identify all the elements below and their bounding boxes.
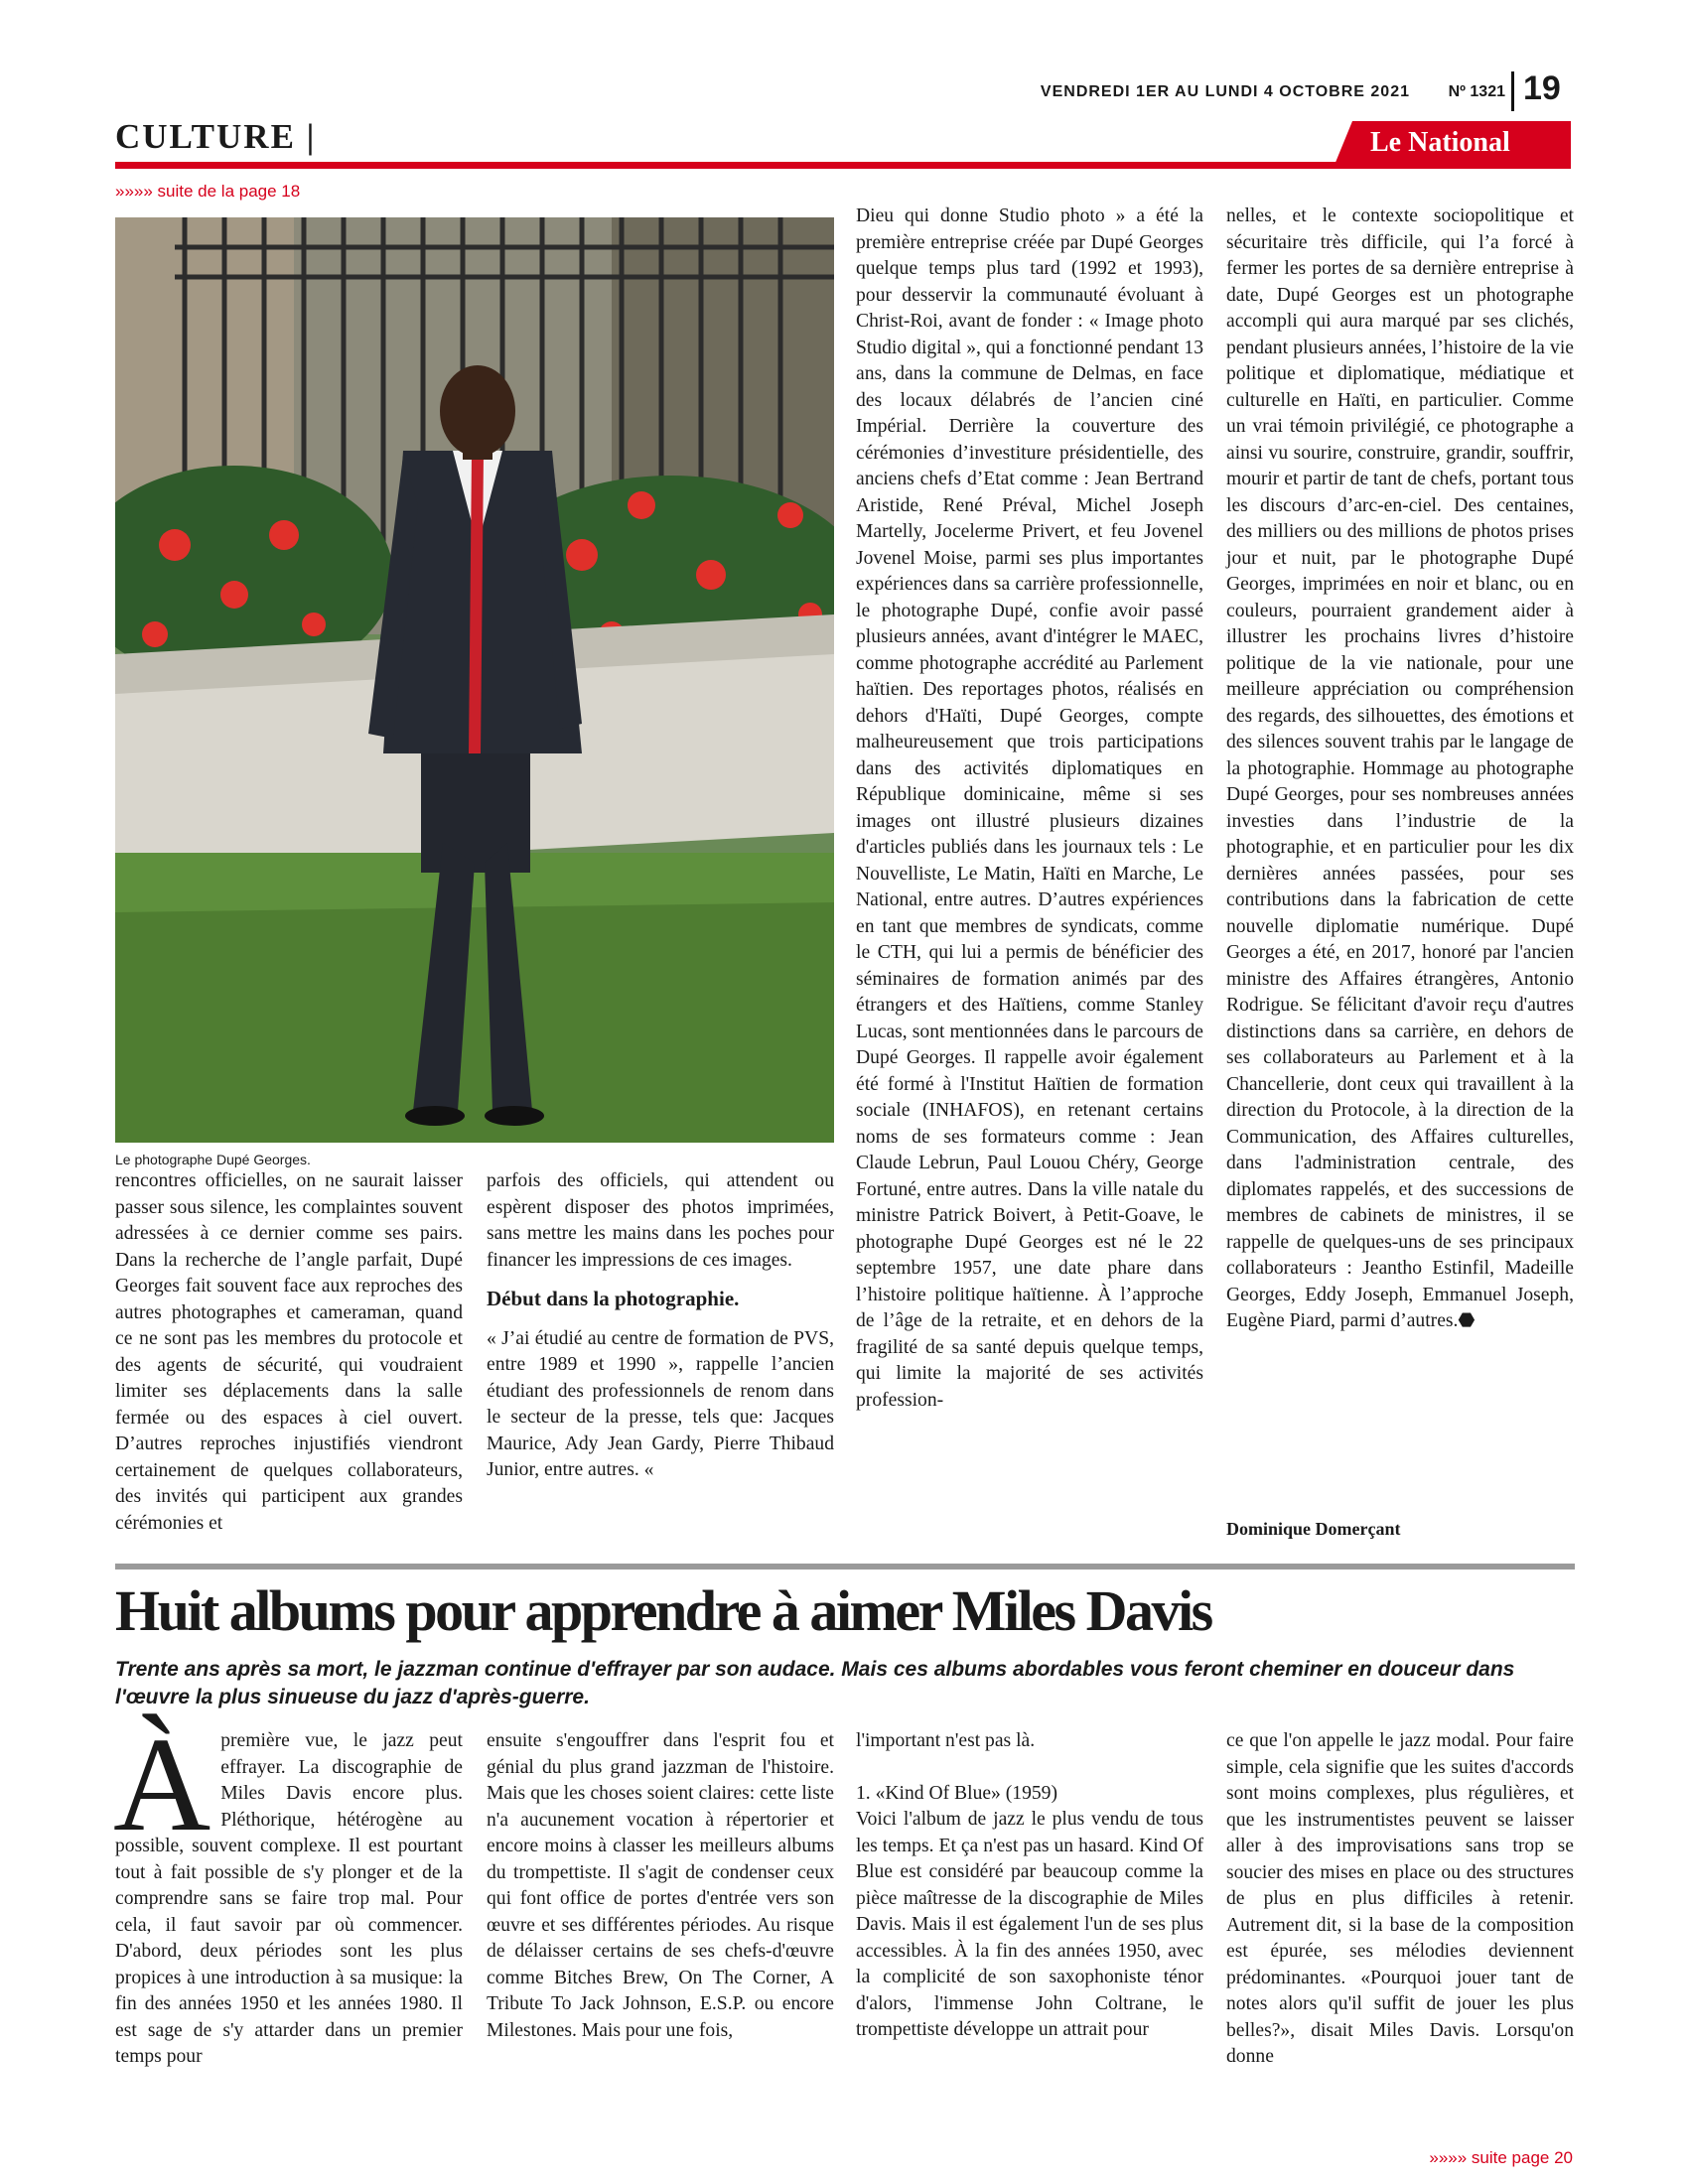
continued-from: »»»» suite de la page 18 bbox=[115, 182, 301, 201]
end-mark: ⬣ bbox=[1458, 1310, 1476, 1331]
article1-column-4 bbox=[1226, 204, 1574, 1335]
photo-illustration bbox=[115, 217, 834, 1143]
article2-text: première vue, le jazz peut effrayer. La discographie de Miles Davis encore plus. Pléthorique, hétérogène au possible, souvent complexe. Il est pourtant tout à fait possible de s'y plonger et de la comprendre sans se faire trop mal. Pour cela, il faut savoir par où commencer. D'abord, deux périodes sont les plus propices à une introduction à sa musique: la fin des années 1950 et les années 1980. Il est sage de s'y attarder dans un premier temps pour bbox=[115, 1730, 463, 2067]
photo-dupe-georges bbox=[115, 217, 834, 1143]
article1-text: « J’ai étudié au centre de formation de PVS, entre 1989 et 1990 », rappelle l’ancien étudiant des professionnels de renom dans le secteur de la presse, tels que: Jacques Maurice, Ady Jean Gardy, Pierre Thibaud Junior, entre autres. « bbox=[487, 1327, 834, 1480]
article2-text: Voici l'album de jazz le plus vendu de tous les temps. Et ça n'est pas un hasard. Kind Of Blue est considéré par beaucoup comme la pièce maîtresse de la discographie de Miles Davis. Mais il est également l'un de ses plus accessibles. À la fin des années 1950, avec la complicité de son saxophoniste ténor d'alors, l'immense John Coltrane, le trompettiste développe un attrait pour bbox=[856, 1809, 1203, 2040]
page-number: 19 bbox=[1523, 69, 1561, 107]
article2-column-2 bbox=[487, 1728, 834, 2044]
continued-to: »»»» suite page 20 bbox=[1429, 2148, 1573, 2167]
section-title: CULTURE | bbox=[115, 117, 317, 156]
issue-number: Nº 1321 bbox=[1448, 83, 1505, 100]
article1-text: rencontres officielles, on ne saurait laisser passer sous silence, les complaintes souvent adressées à ce dernier comme ses pairs. Dans la recherche de l’angle parfait, Dupé Georges fait souvent face aux reproches des autres photographes et cameraman, quand ce ne sont pas les membres du protocole et des agents de sécurité, qui voudraient limiter ses déplacements dans la salle fermée ou des espaces à ciel ouvert. D’autres reproches injustifiés viendront certainement de quelques collaborateurs, des invités qui participent aux grandes cérémonies et bbox=[115, 1170, 463, 1534]
article2-column-1 bbox=[113, 1710, 463, 2071]
article1-column-1 bbox=[115, 1168, 463, 1537]
brand-name: Le National bbox=[1370, 127, 1510, 158]
article1-column-3 bbox=[856, 204, 1203, 1414]
photo-caption: Le photographe Dupé Georges. bbox=[115, 1152, 311, 1167]
article1-text bbox=[1226, 204, 1574, 1335]
drop-cap: À bbox=[113, 1710, 211, 1859]
article-separator bbox=[115, 1564, 1575, 1570]
article2-text: ensuite s'engouffrer dans l'esprit fou et génial du plus grand jazzman de l'histoire. Mais que les choses soient claires: cette liste n'a aucunement vocation à répertorier et encore moins à classer les meilleurs albums du trompettiste. Il s'agit de condenser ceux qui font office de portes d'entrée vers son œuvre et ses différentes périodes. Au risque de délaisser certains de ses chefs-d'œuvre comme Bitches Brew, On The Corner, A Tribute To Jack Johnson, E.S.P. ou encore Milestones. Mais pour une fois, bbox=[487, 1730, 834, 2041]
article2-column-3 bbox=[856, 1728, 1203, 2044]
article2-text: l'important n'est pas là. bbox=[856, 1730, 1036, 1751]
album-heading: 1. «Kind Of Blue» (1959) bbox=[856, 1782, 1057, 1804]
dateline: VENDREDI 1ER AU LUNDI 4 OCTOBRE 2021 bbox=[1040, 83, 1410, 100]
article2-text: ce que l'on appelle le jazz modal. Pour faire simple, cela signifie que les suites d'accords sont moins complexes, plus régulières, et que les instrumentistes peuvent se laisser aller à des improvisations sans trop se soucier des mises en place ou des structures de plus en plus difficiles à retenir. Autrement dit, si la base de la composition est épurée, ses mélodies deviennent prédominantes. «Pourquoi jouer tant de notes alors qu'il suffit de jouer les plus belles?», disait Miles Davis. Lorsqu'on donne bbox=[1226, 1730, 1574, 2067]
article2-headline: Huit albums pour apprendre à aimer Miles Davis bbox=[115, 1578, 1211, 1643]
article2-deck: Trente ans après sa mort, le jazzman continue d'effrayer par son audace. Mais ces albums abordables vous feront cheminer en douceur dans l'œuvre la plus sinueuse du jazz d'après-guerre. bbox=[115, 1658, 1515, 1708]
header-divider bbox=[1511, 71, 1514, 111]
article1-author: Dominique Domerçant bbox=[1226, 1519, 1401, 1539]
article2-column-4 bbox=[1226, 1728, 1574, 2071]
article1-text: parfois des officiels, qui attendent ou espèrent disposer des photos imprimées, sans mettre les mains dans les poches pour financer les impressions de ces images. bbox=[487, 1170, 834, 1271]
article1-subheading: Début dans la photographie. bbox=[487, 1287, 740, 1310]
article1-text-end: nelles, et le contexte sociopolitique et sécuritaire très difficile, qui l’a forcé à fermer les portes de sa dernière entreprise à date, Dupé Georges est un photographe accompli qui aura marqué par ses clichés, pendant plusieurs années, l’histoire de la vie politique et diplomatique, médiatique et culturelle en Haïti, en particulier. Comme un vrai témoin privilégié, ce photographe a ainsi vu sourire, construire, grandir, souffrir, mourir et partir de tant de chefs, portant tous les discours d’arc-en-ciel. Des centaines, des milliers ou des millions de photos prises jour et nuit, par le photographe Dupé Georges, imprimées en noir et blanc, ou en couleurs, pourraient grandement aider à illustrer les prochains livres d’histoire politique de la vie nationale, pour une meilleure appréciation ou compréhension des regards, des silhouettes, des émotions et des silences souvent trahis par le langage de la photographie. Hommage au photographe Dupé Georges, pour ses nombreuses années investies dans l’industrie de la photographie, et en particulier pour les dix dernières années passées, pour ses contributions dans la fabrication de cette nouvelle diplomatie numérique. Dupé Georges a été, en 2017, honoré par l'ancien ministre des Affaires étrangères, Antonio Rodrigue. Se félicitant d'avoir reçu d'autres distinctions dans sa carrière, en dehors de ses collaborateurs au Parlement et à la Chancellerie, dont ceux qui travaillent à la direction du Protocole, à la direction de la Communication, des Affaires culturelles, dans l'administration centrale, des diplomates rappelés, et des successions de membres de cabinets de ministres, il se rappelle de quelques-uns de ses principaux collaborateurs : Jeantho Estinfil, Madeille Georges, Eddy Joseph, Emmanuel Joseph, Eugène Piard, parmi d’autres. bbox=[1226, 205, 1574, 1331]
article1-column-2 bbox=[487, 1168, 834, 1484]
article1-text: Dieu qui donne Studio photo » a été la première entreprise créée par Dupé Georges quelque temps plus tard (1992 et 1993), pour desservir la communauté évoluant à Christ-Roi, avant de fonder : « Image photo Studio digital », qui a fonctionné pendant 13 ans, dans la commune de Delmas, en face des locaux délabrés de l’ancien ciné Impérial. Derrière la couverture des cérémonies d’investiture présidentielle, des anciens chefs d’Etat comme : Jean Bertrand Aristide, René Préval, Michel Joseph Martelly, Jocelerme Privert, et feu Jovenel Jovenel Moise, parmi ses plus importantes expériences dans sa carrière professionnelle, le photographe Dupé, confie avoir passé plusieurs années, avant d'intégrer le MAEC, comme photographe accrédité au Parlement haïtien. Des reportages photos, réalisés en dehors d'Haïti, Dupé Georges, compte malheureusement que trois participations dans des activités diplomatiques en République dominicaine, même si ses images ont illustré plusieurs dizaines d'articles publiés dans les journaux tels : Le Nouvelliste, Le Matin, Haïti en Marche, Le National, entre autres. D’autres expériences en tant que membres de syndicats, comme le CTH, qui lui a permis de bénéficier des séminaires de formation animés par des étrangers et des Haïtiens, comme Stanley Lucas, sont mentionnées dans le parcours de Dupé Georges. Il rappelle avoir également été formé à l'Institut Haïtien de formation sociale (INHAFOS), en retenant certains noms de ses formateurs comme : Jean Claude Lebrun, Paul Louou Chéry, George Fortuné, entre autres. Dans la ville natale du ministre Patrick Boivert, à Petit-Goave, le photographe Dupé Georges est né le 22 septembre 1957, une date phare dans l’histoire politique haïtienne. À l’approche de l’âge de la retraite, et en dehors de la fragilité de sa santé depuis quelque temps, qui limite la majorité de ses activités profession- bbox=[856, 205, 1203, 1411]
